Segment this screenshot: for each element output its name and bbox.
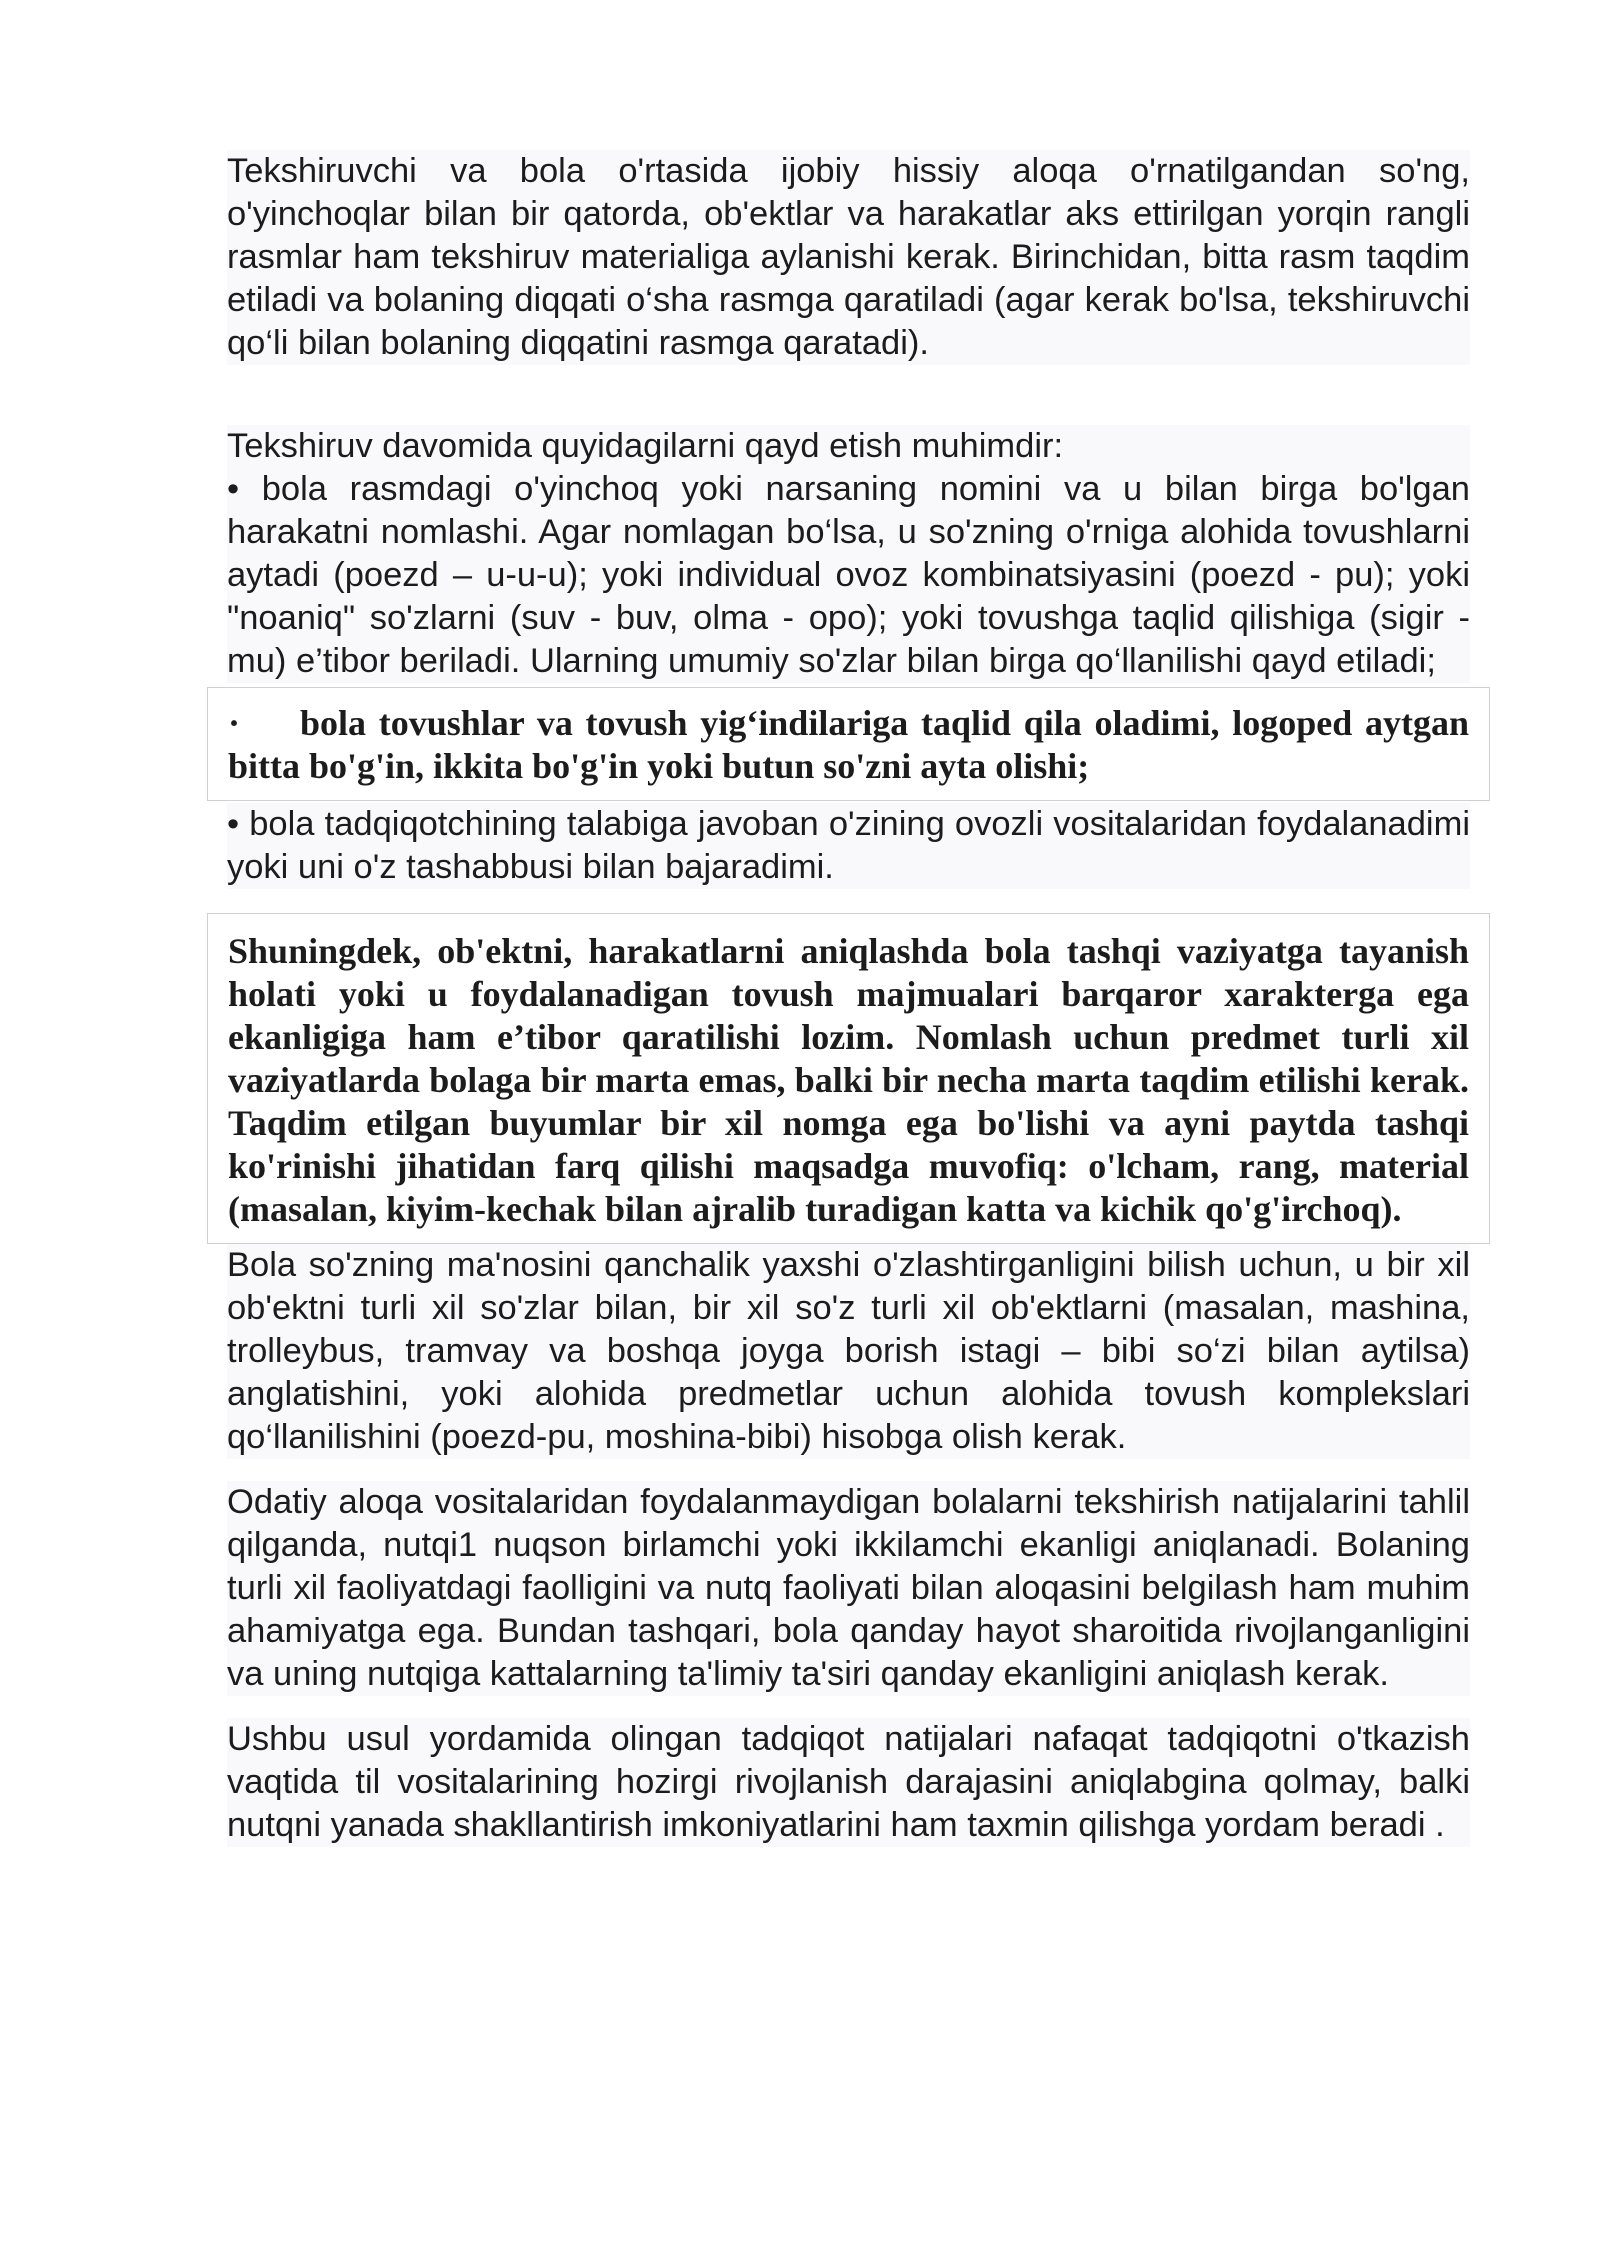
paragraph-intro: Tekshiruvchi va bola o'rtasida ijobiy hissiy aloqa o'rnatilgandan so'ng, o'yinchoqlar bilan bir qatorda, ob'ektlar va harakatlar aks ettirilgan yorqin rangli rasmlar ham tekshiruv materialiga aylanishi kerak. Birinchidan, bitta rasm taqdim etiladi va bolaning diqqati o‘sha rasmga qaratiladi (agar kerak bo'lsa, tekshiruvchi qo‘li bilan bolaning diqqatini rasmga qaratadi). xyxy=(227,150,1470,365)
bullet-text: bola tovushlar va tovush yig‘indilariga taqlid qila oladimi, logoped aytgan bitta bo'g'in, ikkita bo'g'in yoki butun so'zni ayta olishi; xyxy=(228,703,1469,786)
paragraph-checklist-lead: Tekshiruv davomida quyidagilarni qayd etish muhimdir: xyxy=(227,425,1470,468)
paragraph-conclusion: Ushbu usul yordamida olingan tadqiqot natijalari nafaqat tadqiqotni o'tkazish vaqtida til vositalarining hozirgi rivojlanish darajasini aniqlabgina qolmay, balki nutqni yanada shakllantirish imkoniyatlarini ham taxmin qilishga yordam beradi . xyxy=(227,1718,1470,1847)
paragraph-bold-objects: Shuningdek, ob'ektni, harakatlarni aniqlashda bola tashqi vaziyatga tayanish holati yoki u foydalanadigan tovush majmualari barqaror xarakterga ega ekanligiga ham e’tibor qaratilishi lozim. Nomlash uchun predmet turli xil vaziyatlarda bolaga bir marta emas, balki bir necha marta taqdim etilishi kerak. Taqdim etilgan buyumlar bir xil nomga ega bo'lishi va ayni paytda tashqi ko'rinishi jihatidan farq qilishi maqsadga muvofiq: o'lcham, rang, material (masalan, kiyim-kechak bilan ajralib turadigan katta va kichik qo'g'irchoq). xyxy=(228,931,1469,1229)
bullet-marker: • xyxy=(227,470,240,508)
bullet-item-imitation xyxy=(228,702,1469,788)
bullet-text: bola rasmdagi o'yinchoq yoki narsaning nomini va u bilan birga bo'lgan harakatni nomlashi. Agar nomlagan bo‘lsa, u so'zning o'rniga alohida tovushlarni aytadi (poezd – u-u-u); yoki individual ovoz kombinatsiyasini (poezd - pu); yoki "noaniq" so'zlarni (suv - buv, olma - opo); yoki tovushga taqlid qilishiga (sigir - mu) e’tibor beriladi. Ularning umumiy so'zlar bilan birga qo‘llanilishi qayd etiladi; xyxy=(227,470,1470,680)
paragraph-word-meaning: Bola so'zning ma'nosini qanchalik yaxshi o'zlashtirganligini bilish uchun, u bir xil ob'ektni turli xil so'zlar bilan, bir xil so'z turli xil ob'ektlarni (masalan, mashina, trolleybus, tramvay va boshqa joyga borish istagi – bibi so‘zi bilan aytilsa) anglatishini, yoki alohida predmetlar uchun alohida tovush komplekslari qo‘llanilishini (poezd-pu, moshina-bibi) hisobga olish kerak. xyxy=(227,1244,1470,1459)
bullet-item-naming xyxy=(227,468,1470,683)
bullet-item-voice-means xyxy=(227,803,1470,889)
highlight-box-imitation xyxy=(207,687,1490,801)
paragraph-analysis: Odatiy aloqa vositalaridan foydalanmaydigan bolalarni tekshirish natijalarini tahlil qilganda, nutqi1 nuqson birlamchi yoki ikkilamchi ekanligi aniqlanadi. Bolaning turli xil faoliyatdagi faolligini va nutq faoliyati bilan aloqasini belgilash ham muhim ahamiyatga ega. Bundan tashqari, bola qanday hayot sharoitida rivojlanganligini va uning nutqiga kattalarning ta'limiy ta'siri qanday ekanligini aniqlash kerak. xyxy=(227,1481,1470,1696)
document-body xyxy=(227,150,1470,1847)
bullet-marker: • xyxy=(227,805,240,843)
bullet-marker: · xyxy=(228,703,241,743)
bullet-text: bola tadqiqotchining talabiga javoban o'zining ovozli vositalaridan foydalanadimi yoki uni o'z tashabbusi bilan bajaradimi. xyxy=(227,805,1470,886)
highlight-box-objects xyxy=(207,913,1490,1244)
